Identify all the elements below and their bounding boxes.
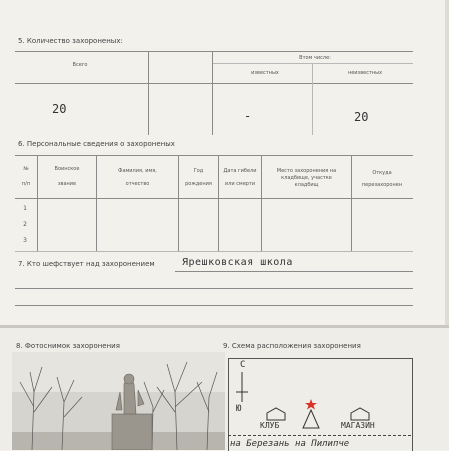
- s6-h-from-a: Откуда: [372, 170, 392, 176]
- section8-title: 8. Фотоснимок захоронения: [16, 342, 120, 350]
- label-road: на Березань на Пилипче: [230, 439, 350, 449]
- monument-star-icon: [300, 398, 322, 430]
- s5-header-known: известных: [251, 70, 279, 76]
- s6-h-birth-b: рождения: [185, 181, 212, 187]
- s6-line-header-bottom: [15, 198, 413, 199]
- s6-h-num-a: №: [23, 166, 29, 172]
- s5-value-total: 20: [52, 102, 67, 116]
- shop-house-icon: [350, 406, 370, 420]
- s7-line-1: [175, 271, 413, 272]
- s6-h-rank-b: звание: [57, 181, 77, 187]
- s6-h-name-a: Фамилия, имя,: [118, 168, 157, 174]
- s7-line-2: [15, 288, 413, 289]
- s5-header-unknown: неизвестных: [347, 70, 383, 76]
- s6-h-name-b: отчество: [125, 181, 150, 187]
- s6-h-death-b: или смерти: [224, 181, 256, 187]
- s6-line-bottom: [15, 251, 413, 252]
- s5-line-top: [15, 51, 413, 52]
- s5-line-header-bottom: [15, 83, 413, 84]
- s5-value-known: -: [244, 109, 252, 123]
- section6-title: 6. Персональные сведения о захороненых: [18, 140, 175, 148]
- road-line-top: [228, 435, 411, 436]
- label-shop: МАГАЗИН: [341, 421, 375, 430]
- s6-h-place-a: Место захоронения на: [276, 168, 337, 174]
- burial-photo: [12, 352, 225, 450]
- compass-arrow-icon: [232, 370, 252, 404]
- label-club: КЛУБ: [260, 421, 280, 430]
- s6-h-from-b: перезахоронен: [361, 182, 403, 188]
- section7-title: 7. Кто шефствует над захоронением: [18, 260, 155, 268]
- compass-north: С: [240, 360, 246, 370]
- s5-header-of-them: Втом числе:: [299, 55, 331, 61]
- s5-value-unknown: 20: [354, 110, 369, 124]
- sheet-edge: [445, 0, 449, 325]
- s6-h-place-c: кладбищ: [294, 182, 319, 188]
- s7-line-3: [15, 305, 413, 306]
- s6-line-top: [15, 155, 413, 156]
- section9-title: 9. Схема расположения захоронения: [223, 342, 361, 350]
- club-house-icon: [266, 406, 286, 420]
- s5-header-total: Всего: [72, 62, 88, 68]
- s6-row-num-1: 1: [23, 205, 27, 212]
- s5-col-divider-1: [148, 51, 149, 135]
- s5-col-divider-3: [312, 63, 313, 135]
- s6-row-num-2: 2: [23, 221, 27, 228]
- s6-h-num-b: п/п: [21, 181, 31, 187]
- s7-value: Ярешковская школа: [182, 257, 293, 268]
- compass-south: Ю: [236, 404, 242, 414]
- s6-row-num-3: 3: [23, 237, 27, 244]
- s6-h-place-b: кладбище, участке: [281, 175, 332, 181]
- section5-title: 5. Количество захороненых:: [18, 37, 123, 45]
- s6-h-birth-a: Год: [193, 168, 204, 174]
- s5-col-divider-2: [212, 51, 213, 135]
- s6-h-death-a: Дата гибели: [223, 168, 257, 174]
- s6-h-rank-a: Воинское: [54, 166, 80, 172]
